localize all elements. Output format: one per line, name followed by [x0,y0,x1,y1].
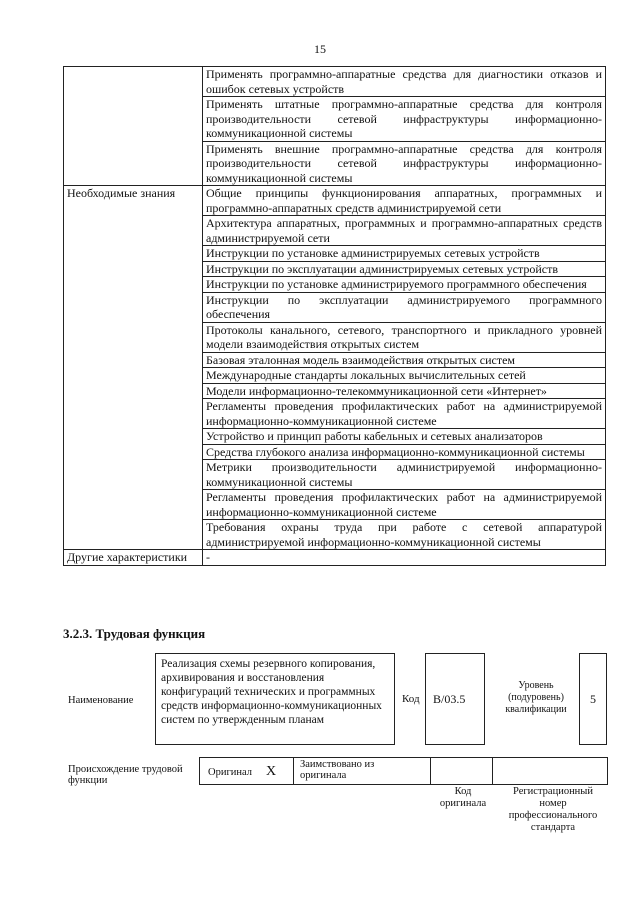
other-characteristics-value: - [203,550,606,566]
knowledge-cell: Устройство и принцип работы кабельных и сетевых анализаторов [203,429,606,445]
borrowed-label: Заимствовано из оригинала [300,759,375,781]
page-number: 15 [314,42,326,56]
code-label: Код [402,693,420,705]
table-row [64,67,606,97]
origin-code-label: Код оригинала [439,786,487,809]
knowledge-cell: Инструкции по установке администрируемого программного обеспечения [203,277,606,293]
competency-table [63,66,606,566]
knowledge-cell: Международные стандарты локальных вычислительных сетей [203,368,606,384]
origin-divider [492,757,493,785]
skills-label-cell [64,67,203,186]
origin-divider [293,757,294,785]
knowledge-label: Необходимые знания [64,186,203,550]
knowledge-cell: Средства глубокого анализа информационно-коммуникационной системы [203,444,606,460]
origin-label: Происхождение трудовой функции [68,764,183,786]
origin-divider [430,757,431,785]
knowledge-cell: Регламенты проведения профилактических работ на администрируемой информационно-коммуникационной системе [203,399,606,429]
level-box [579,653,607,745]
knowledge-cell: Инструкции по установке администрируемых сетевых устройств [203,246,606,262]
level-value: 5 [590,692,596,706]
skill-cell: Применять штатные программно-аппаратные средства для контроля производительности сетевой инфраструктуры информационно-коммуникационной системы [203,97,606,142]
knowledge-cell: Инструкции по эксплуатации администрируемого программного обеспечения [203,292,606,322]
skill-cell: Применять программно-аппаратные средства для диагностики отказов и ошибок сетевых устройств [203,67,606,97]
other-characteristics-label: Другие характеристики [64,550,203,566]
knowledge-cell: Метрики производительности администрируемой информационно-коммуникационной системы [203,460,606,490]
knowledge-cell: Инструкции по эксплуатации администрируемых сетевых устройств [203,261,606,277]
table-row [64,186,606,216]
function-name-box: Реализация схемы резервного копирования, архивирования и восстановления конфигураций технических и программных средств информационно-коммуникационных систем по утвержденным планам [155,653,395,745]
knowledge-cell: Общие принципы функционирования аппаратных, программных и программно-аппаратных средств администрируемой сети [203,186,606,216]
reg-number-label: Регистрационный номер профессионального стандарта [508,786,598,833]
code-box [425,653,485,745]
knowledge-cell: Базовая эталонная модель взаимодействия открытых систем [203,352,606,368]
knowledge-cell: Протоколы канального, сетевого, транспортного и прикладного уровней модели взаимодействия открытых систем [203,322,606,352]
knowledge-cell: Требования охраны труда при работе с сетевой аппаратурой администрируемой информационно-коммуникационной системы [203,520,606,550]
code-value: B/03.5 [433,692,466,706]
name-label: Наименование [68,695,134,706]
knowledge-cell: Модели информационно-телекоммуникационной сети «Интернет» [203,383,606,399]
knowledge-cell: Архитектура аппаратных, программных и программно-аппаратных средств администрируемой сети [203,216,606,246]
qualification-level-label: Уровень (подуровень) квалификации [505,680,567,715]
original-mark: X [266,764,277,779]
knowledge-cell: Регламенты проведения профилактических работ на администрируемой информационно-коммуникационной системе [203,490,606,520]
table-row [64,550,606,566]
skill-cell: Применять внешние программно-аппаратные средства для контроля производительности сетевой инфраструктуры информационно-коммуникационной системы [203,141,606,186]
original-label: Оригинал [208,767,252,778]
section-heading: 3.2.3. Трудовая функция [63,626,206,641]
